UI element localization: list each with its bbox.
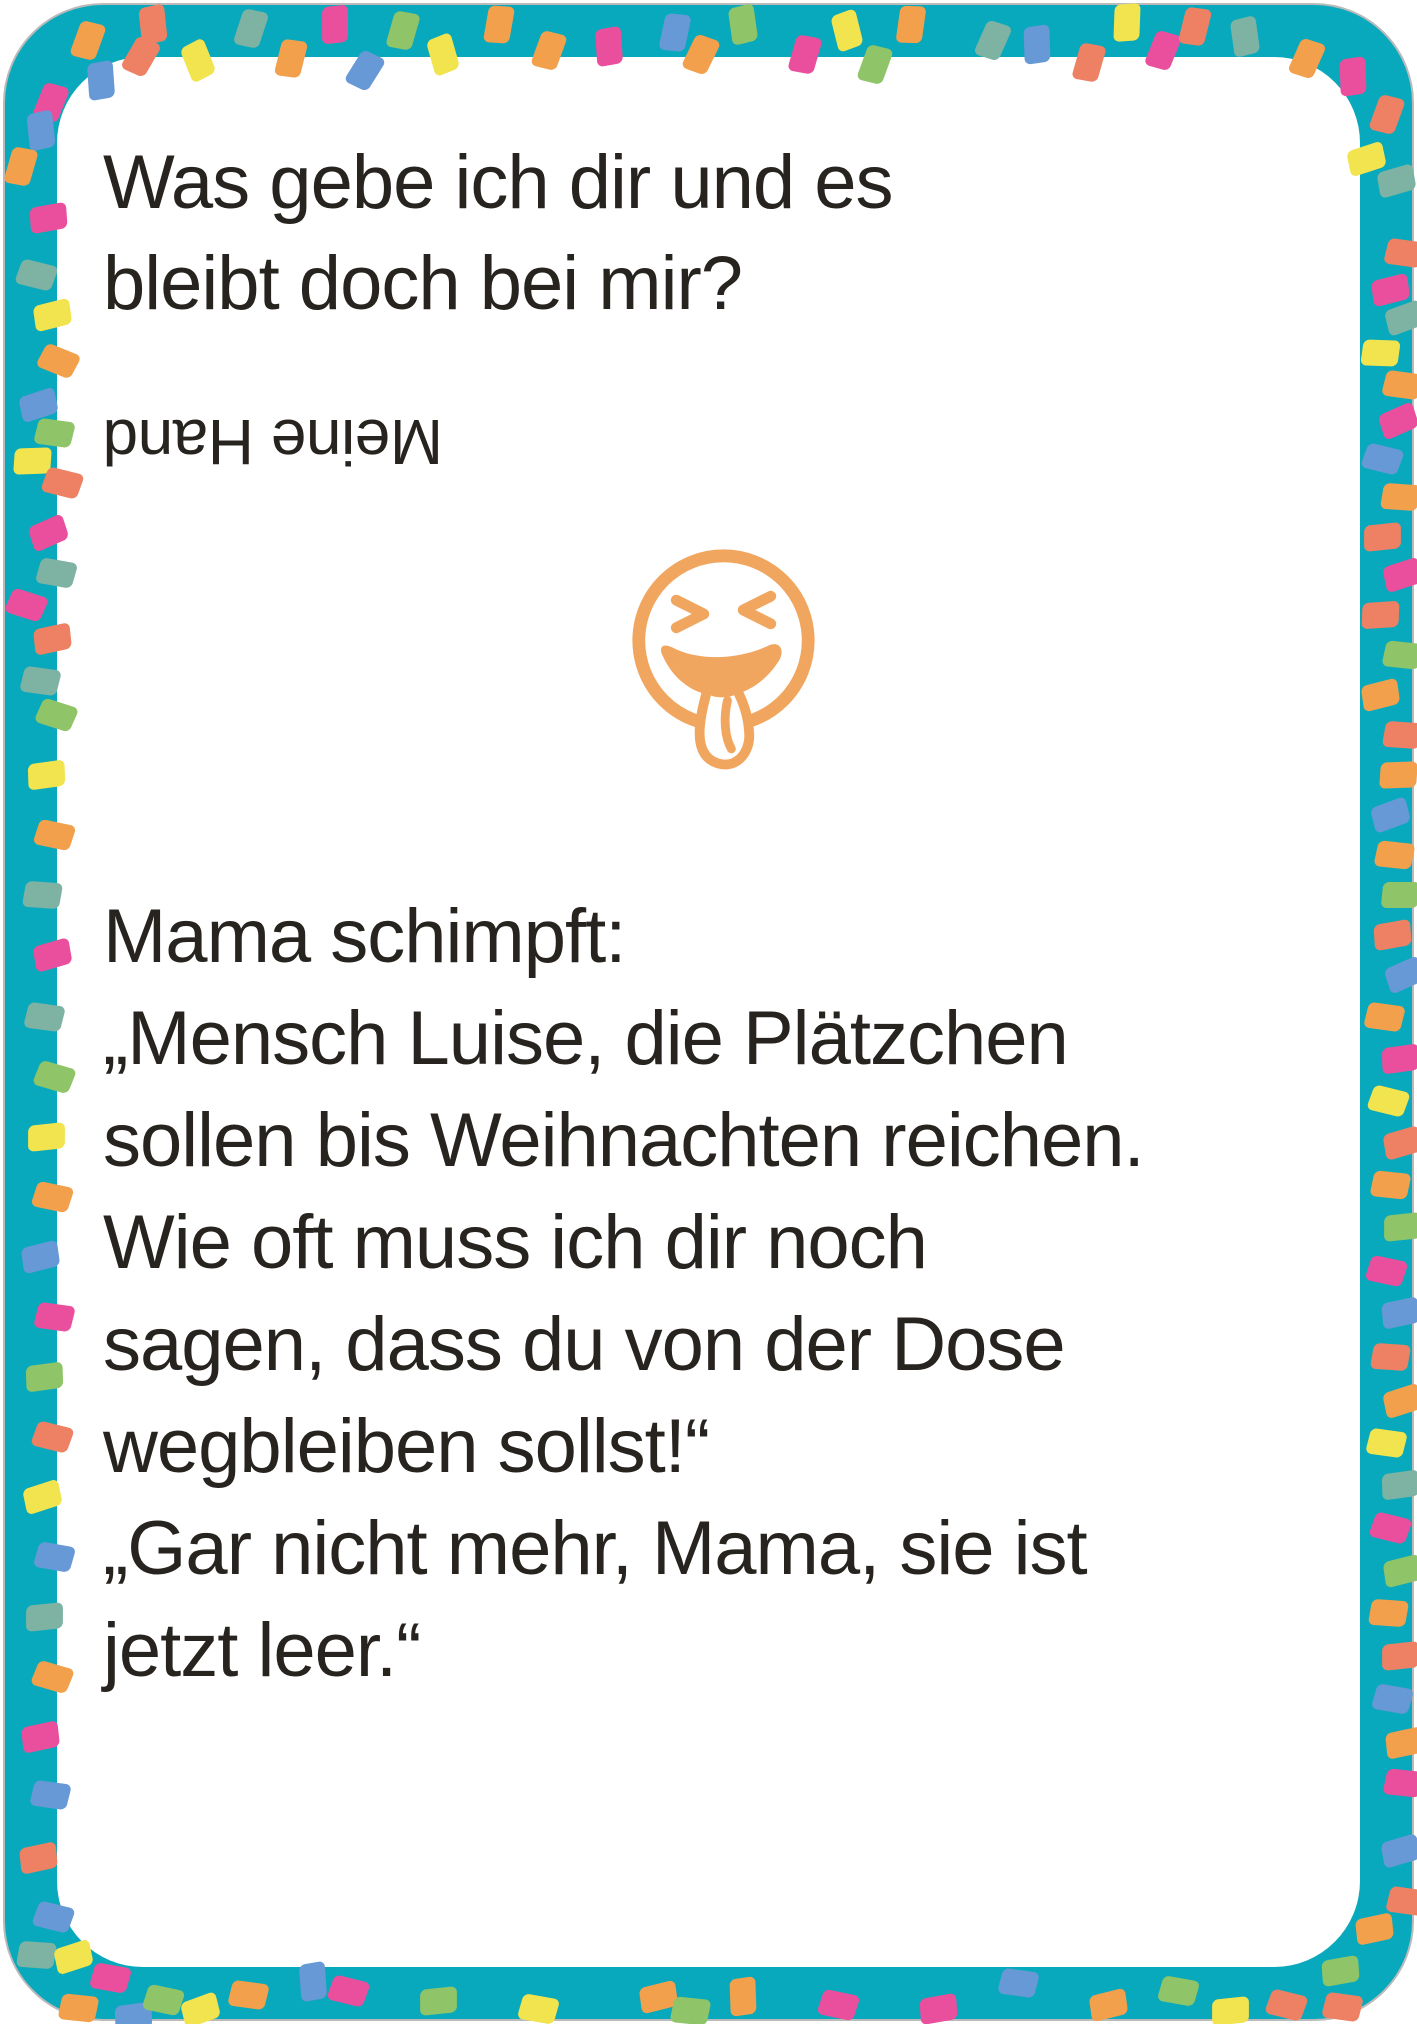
joke-line-2: „Mensch Luise, die Plätzchen (103, 996, 1068, 1081)
joke-line-7: „Gar nicht mehr, Mama, sie ist (103, 1506, 1087, 1591)
joke-line-1: Mama schimpft: (103, 894, 626, 979)
squinting-face-with-tongue-emoji-icon (625, 545, 822, 781)
joke-line-8: jetzt leer.“ (103, 1608, 421, 1693)
riddle-question-line-2: bleibt doch bei mir? (103, 241, 743, 326)
riddle-question (103, 132, 893, 334)
joke-line-4: Wie oft muss ich dir noch (103, 1200, 927, 1285)
riddle-question-line-1: Was gebe ich dir und es (103, 140, 893, 225)
riddle-answer-upside-down: Meine Hand (103, 406, 444, 478)
joke-line-6: wegbleiben sollst!“ (103, 1404, 710, 1489)
joke-line-5: sagen, dass du von der Dose (103, 1302, 1065, 1387)
joke-line-3: sollen bis Weihnachten reichen. (103, 1098, 1144, 1183)
joke-text (103, 886, 1144, 1702)
